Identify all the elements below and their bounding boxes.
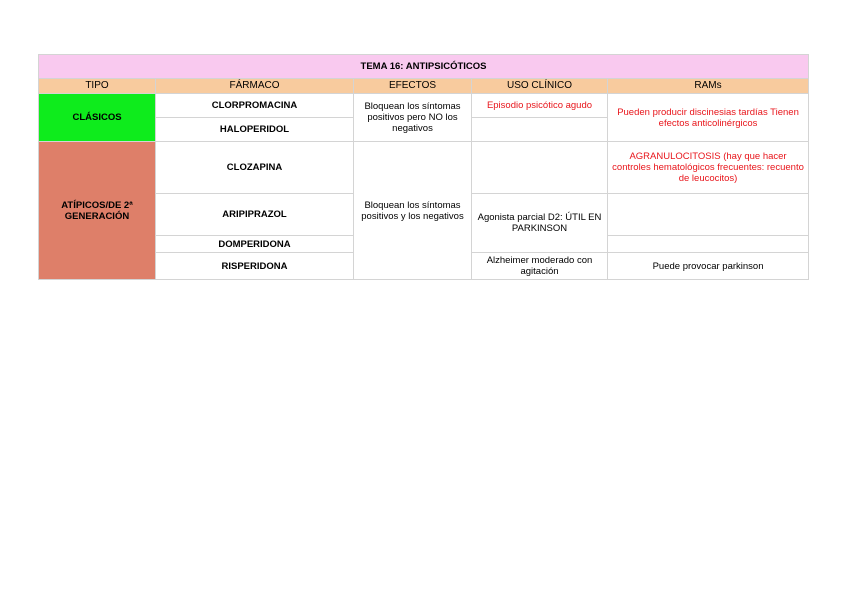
uso-clozapina (472, 142, 608, 194)
uso-risperidona: Alzheimer moderado con agitación (472, 253, 608, 280)
group-clasicos: CLÁSICOS (39, 94, 156, 142)
drug-aripiprazol: ARIPIPRAZOL (156, 194, 354, 236)
table-row (39, 94, 809, 118)
rams-aripiprazol (608, 194, 809, 236)
table-title: TEMA 16: ANTIPSICÓTICOS (39, 55, 809, 79)
drug-clorpromacina: CLORPROMACINA (156, 94, 354, 118)
antipsychotics-table (38, 54, 809, 280)
drug-clozapina: CLOZAPINA (156, 142, 354, 194)
header-rams: RAMs (608, 79, 809, 94)
header-tipo: TIPO (39, 79, 156, 94)
uso-aripiprazol-domperidona: Agonista parcial D2: ÚTIL EN PARKINSON (472, 194, 608, 253)
header-farmaco: FÁRMACO (156, 79, 354, 94)
header-row (39, 79, 809, 94)
drug-haloperidol: HALOPERIDOL (156, 118, 354, 142)
group-atipicos: ATÍPICOS/DE 2ª GENERACIÓN (39, 142, 156, 280)
uso-haloperidol (472, 118, 608, 142)
rams-clasicos: Pueden producir discinesias tardías Tienen efectos anticolinérgicos (608, 94, 809, 142)
header-uso-clinico: USO CLÍNICO (472, 79, 608, 94)
efectos-clasicos: Bloquean los síntomas positivos pero NO los negativos (354, 94, 472, 142)
uso-clorpromacina: Episodio psicótico agudo (472, 94, 608, 118)
drug-domperidona: DOMPERIDONA (156, 236, 354, 253)
drug-risperidona: RISPERIDONA (156, 253, 354, 280)
header-efectos: EFECTOS (354, 79, 472, 94)
table-row (39, 142, 809, 194)
efectos-atipicos: Bloquean los síntomas positivos y los negativos (354, 142, 472, 280)
rams-clozapina: AGRANULOCITOSIS (hay que hacer controles hematológicos frecuentes: recuento de leucocitos) (608, 142, 809, 194)
rams-domperidona (608, 236, 809, 253)
rams-risperidona: Puede provocar parkinson (608, 253, 809, 280)
